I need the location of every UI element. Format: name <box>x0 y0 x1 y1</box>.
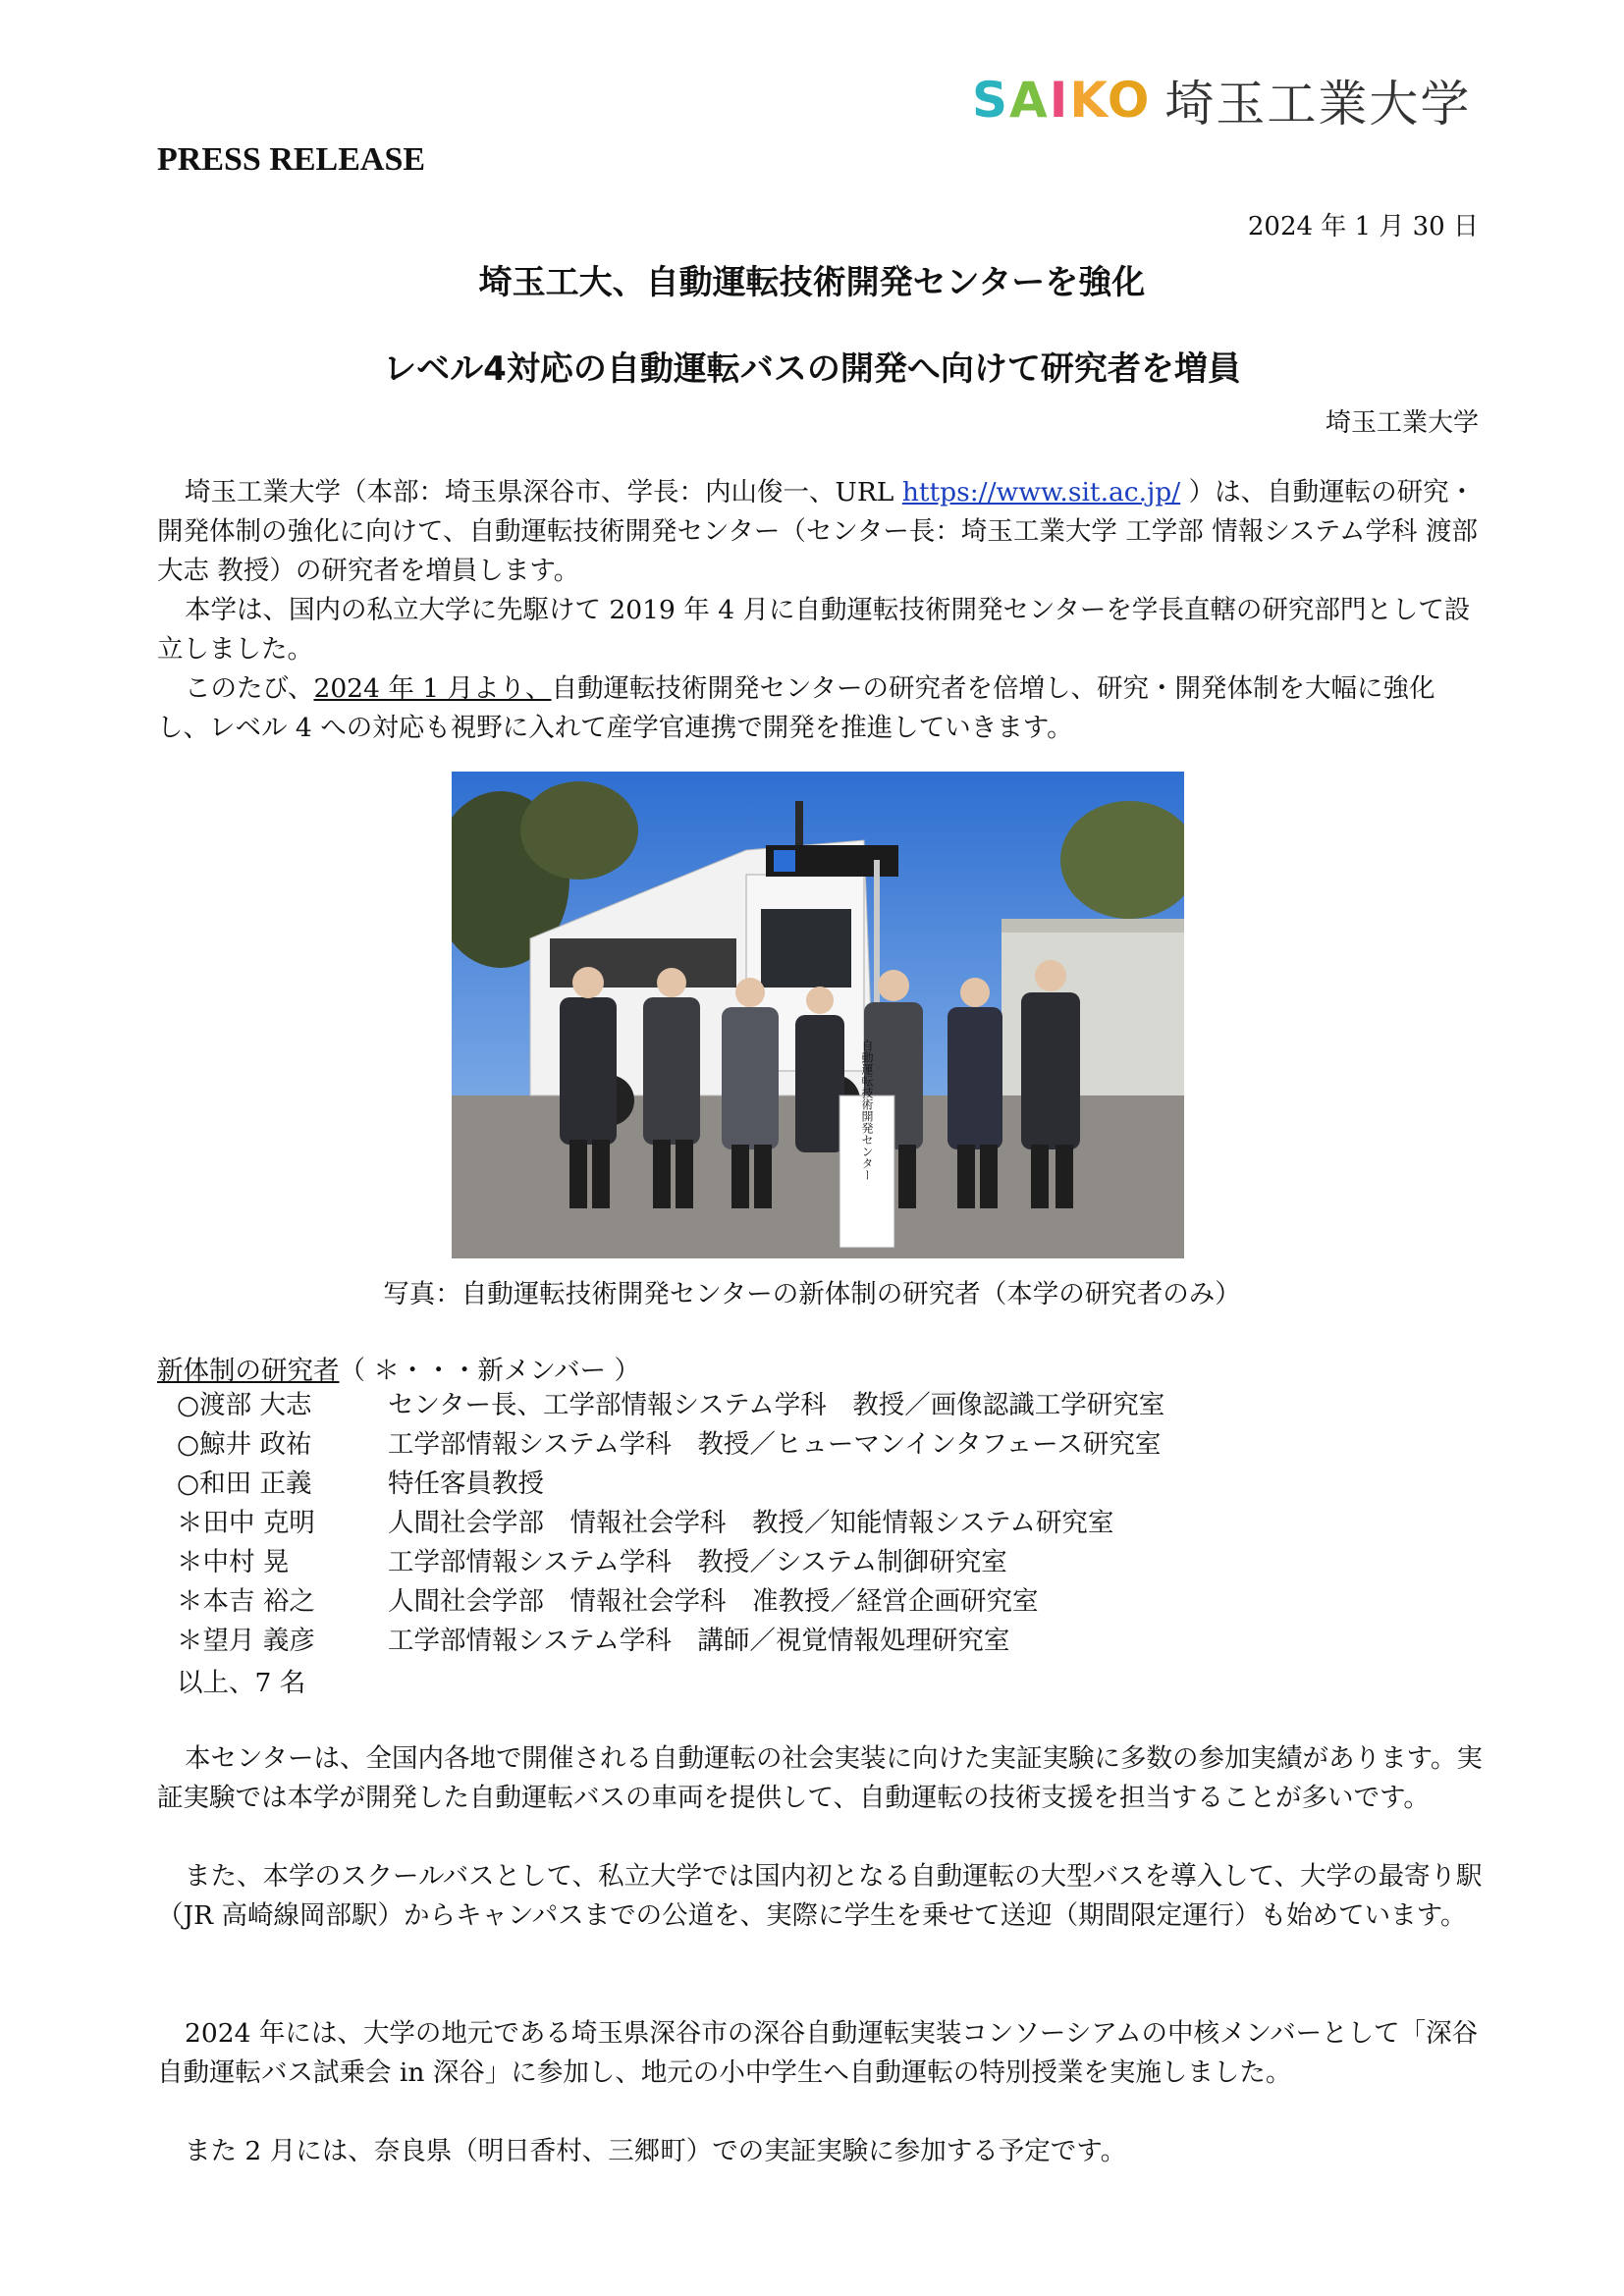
team-photo <box>452 772 1184 1258</box>
intro-paragraph-3: このたび、2024 年 1 月より、自動運転技術開発センターの研究者を倍増し、研究・開発体制を大幅に強化し、レベル 4 への対応も視野に入れて産学官連携で開発を推進していきます。 <box>157 673 1435 743</box>
body-paragraph-2: また、本学のスクールバスとして、私立大学では国内初となる自動運転の大型バスを導入して、大学の最寄り駅（JR 高崎線岡部駅）からキャンパスまでの公道を、実際に学生を乗せて送迎（期間限定運行）も始めています。 <box>157 1861 1483 1931</box>
main-title: 埼玉工大、自動運転技術開発センターを強化 <box>478 263 1146 302</box>
member-row: ＊望月 義彦 工学部情報システム学科 講師／視覚情報処理研究室 <box>177 1626 1010 1656</box>
member-list <box>177 1386 1164 1661</box>
body-paragraph-4: また 2 月には、奈良県（明日香村、三郷町）での実証実験に参加する予定です。 <box>185 2136 1127 2166</box>
logo-university-name: 埼玉工業大学 <box>1164 76 1472 133</box>
press-release-label: PRESS RELEASE <box>157 141 426 178</box>
sub-title: レベル4対応の自動運転バスの開発へ向けて研究者を増員 <box>383 349 1241 389</box>
members-total: 以上、7 名 <box>177 1668 306 1698</box>
underlined-date: 2024 年 1 月より、 <box>313 673 552 704</box>
intro-paragraph-1: 埼玉工業大学（本部：埼玉県深谷市、学長：内山俊一、URL https://www.sit.ac.jp/ ）は、自動運転の研究・開発体制の強化に向けて、自動運転技術開発センター（センター長：埼玉工業大学 工学部 情報システム学科 渡部大志 教授）の研究者を増員します。 <box>157 477 1478 586</box>
release-date: 2024 年 1 月 30 日 <box>1247 212 1479 241</box>
saiko-logo-mark: SAIKO <box>972 72 1152 129</box>
team-photo-illustration <box>452 772 1184 1258</box>
members-legend-note: （ ＊・・・新メンバー ） <box>339 1356 640 1386</box>
member-row: ＊本吉 裕之 人間社会学部 情報社会学科 准教授／経営企画研究室 <box>177 1586 1039 1617</box>
university-logo <box>972 71 1483 133</box>
member-row: ＊中村 晃 工学部情報システム学科 教授／システム制御研究室 <box>177 1547 1007 1577</box>
intro-paragraph-2: 本学は、国内の私立大学に先駆けて 2019 年 4 月に自動運転技術開発センターを学長直轄の研究部門として設立しました。 <box>157 595 1471 665</box>
university-url-link[interactable]: https://www.sit.ac.jp/ <box>901 477 1181 507</box>
member-row: ＊田中 克明 人間社会学部 情報社会学科 教授／知能情報システム研究室 <box>177 1508 1114 1538</box>
member-row: ○和田 正義 特任客員教授 <box>177 1468 544 1499</box>
member-row: ○渡部 大志 センター長、工学部情報システム学科 教授／画像認識工学研究室 <box>177 1390 1165 1420</box>
photo-caption: 写真：自動運転技術開発センターの新体制の研究者（本学の研究者のみ） <box>383 1279 1241 1309</box>
body-paragraph-1: 本センターは、全国内各地で開催される自動運転の社会実装に向けた実証実験に多数の参加実績があります。実証実験では本学が開発した自動運転バスの車両を提供して、自動運転の技術支援を担当することが多いです。 <box>157 1743 1483 1813</box>
members-heading: 新体制の研究者（ ＊・・・新メンバー ） <box>157 1356 640 1386</box>
center-sign-text: 自動運転技術開発センター <box>860 1040 874 1181</box>
issuer-name: 埼玉工業大学 <box>1325 408 1479 438</box>
body-paragraph-3: 2024 年には、大学の地元である埼玉県深谷市の深谷自動運転実装コンソーシアムの中核メンバーとして「深谷自動運転バス試乗会 in 深谷」に参加し、地元の小中学生へ自動運転の特別授業を実施しました。 <box>157 2018 1479 2088</box>
member-row: ○鯨井 政祐 工学部情報システム学科 教授／ヒューマンインタフェース研究室 <box>177 1429 1162 1460</box>
